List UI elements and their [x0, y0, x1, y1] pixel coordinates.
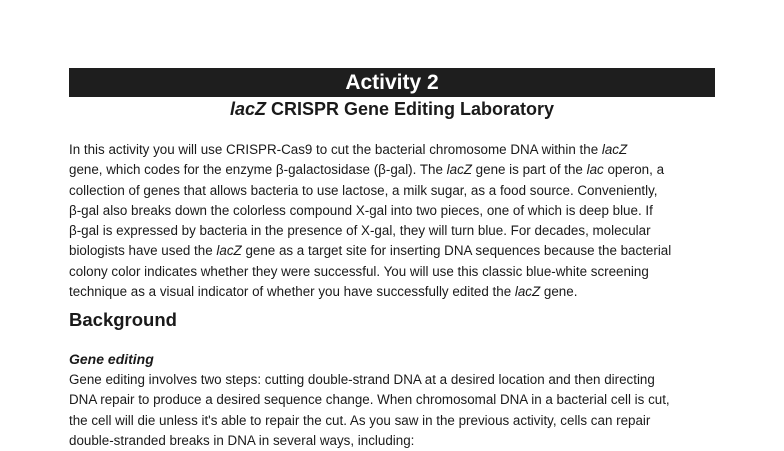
- paragraph-line: double-stranded breaks in DNA in several ways, including:: [69, 432, 415, 448]
- text-run: In this activity you will use CRISPR-Cas9 to cut the bacterial chromosome DNA within the: [69, 142, 602, 157]
- intro-line: [69, 140, 715, 160]
- intro-line: [69, 241, 715, 261]
- paragraph-line: DNA repair to produce a desired sequence change. When chromosomal DNA in a bacterial cell is cut,: [69, 392, 670, 408]
- text-run: technique as a visual indicator of whether you have successfully edited the: [69, 284, 515, 300]
- paragraph-line: the cell will die unless it's able to repair the cut. As you saw in the previous activity, cells can repair: [69, 412, 651, 428]
- text-run: biologists have used the: [69, 243, 217, 259]
- gene-editing-subheading: Gene editing: [69, 351, 154, 367]
- intro-line: [69, 282, 715, 302]
- operon-name: lac: [586, 162, 604, 178]
- text-run: gene.: [540, 284, 578, 300]
- intro-line: colony color indicates whether they were successful. You will use this classic blue-white screening: [69, 263, 649, 279]
- paragraph-line: Gene editing involves two steps: cutting double-strand DNA at a desired location and then directing: [69, 372, 655, 387]
- intro-line: collection of genes that allows bacteria to use lactose, a milk sugar, as a food source. Conveniently,: [69, 182, 658, 198]
- intro-line: β-gal also breaks down the colorless compound X-gal into two pieces, one of which is deep blue. If: [69, 202, 653, 218]
- intro-line: [69, 160, 715, 180]
- intro-paragraph: [69, 140, 715, 302]
- text-run: gene is part of the: [471, 162, 587, 178]
- lab-subtitle: [69, 97, 715, 121]
- subtitle-gene-name: lacZ: [229, 99, 266, 119]
- subtitle-text: CRISPR Gene Editing Laboratory: [265, 99, 555, 119]
- background-heading: Background: [69, 309, 177, 330]
- text-run: gene, which codes for the enzyme β-galactosidase (β-gal). The: [69, 162, 447, 178]
- text-run: operon, a: [603, 162, 665, 178]
- gene-name: lacZ: [216, 243, 242, 259]
- gene-name: lacZ: [446, 162, 472, 178]
- gene-name: lacZ: [601, 142, 628, 157]
- gene-name: lacZ: [514, 284, 541, 300]
- activity-title-bar: Activity 2: [69, 68, 715, 97]
- intro-line: β-gal is expressed by bacteria in the presence of X-gal, they will turn blue. For decades, molecular: [69, 223, 651, 239]
- gene-editing-paragraph: [69, 370, 715, 451]
- text-run: gene as a target site for inserting DNA sequences because the bacterial: [241, 243, 672, 259]
